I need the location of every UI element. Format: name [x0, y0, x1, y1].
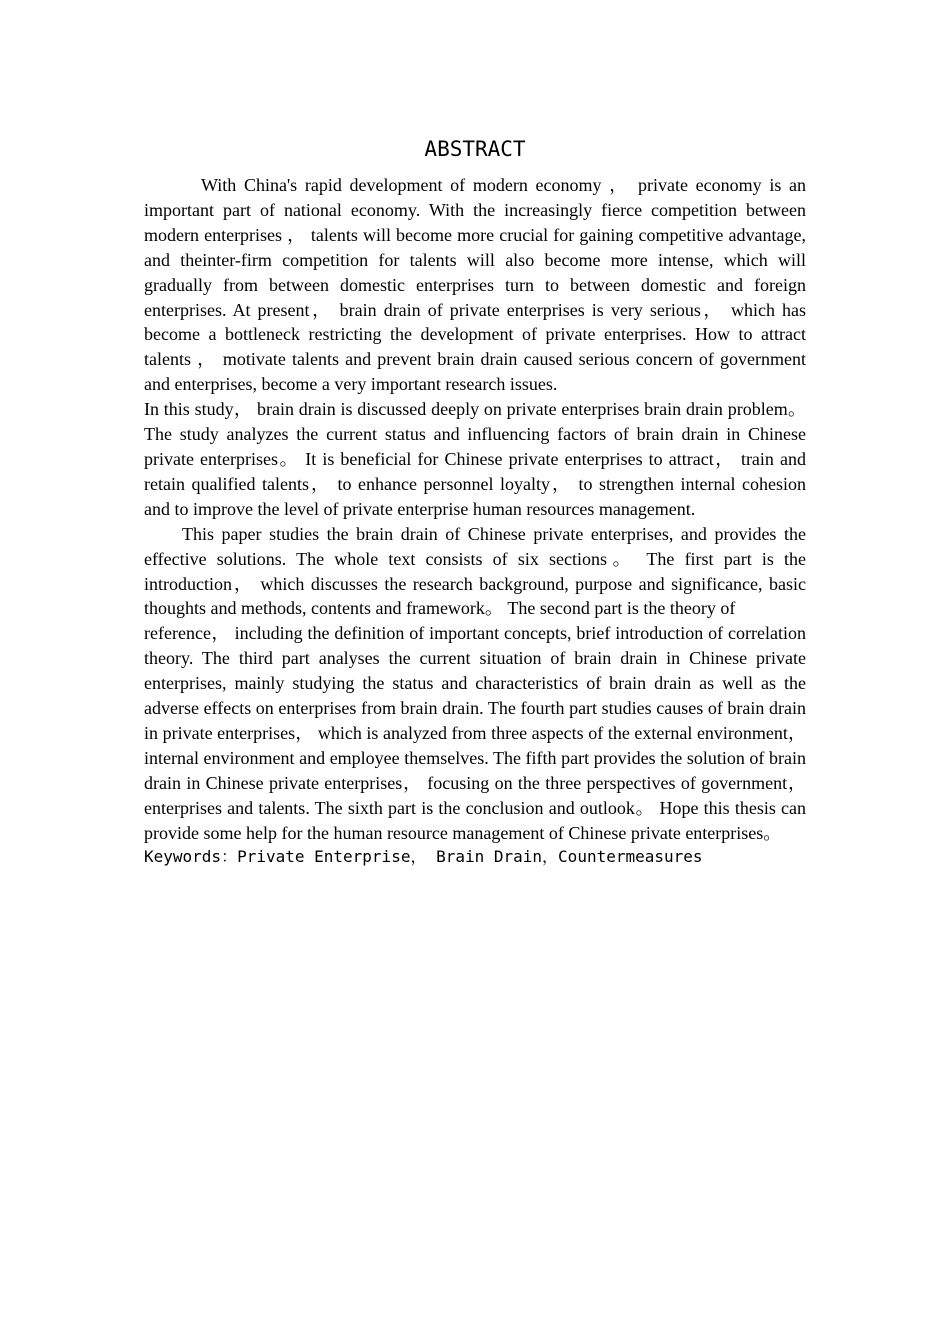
- abstract-keywords: Keywords：Private Enterprise， Brain Drain，Countermeasures: [144, 847, 703, 867]
- abstract-paragraph-4: reference， including the definition of important concepts, brief introduction of correlation theory. The third part analyses the current situation of brain drain in Chinese private enterprises, mainly studying the status and characteristics of brain drain as well as the adverse effects on enterprises from brain drain. The fourth part studies causes of brain drain in private enterprises， which is analyzed from three aspects of the external environment， internal environment and employee themselves. The fifth part provides the solution of brain drain in Chinese private enterprises， focusing on the three perspectives of government， enterprises and talents. The sixth part is the conclusion and outlook。 Hope this thesis can provide some help for the human resource management of Chinese private enterprises。: [144, 623, 806, 843]
- abstract-paragraph-3: This paper studies the brain drain of Chinese private enterprises, and provides the effective solutions. The whole text consists of six sections。 The first part is the introduction， which discusses the research background, purpose and significance, basic thoughts and methods, contents and framework。 The second part is the theory of: [144, 523, 806, 619]
- abstract-page: [144, 134, 806, 870]
- abstract-title: ABSTRACT: [424, 137, 526, 161]
- abstract-paragraph-1: With China's rapid development of modern economy ， private economy is an important part of national economy. With the increasingly fierce competition between modern enterprises ， talents will become more crucial for gaining competitive advantage, and theinter-firm competition for talents will also become more intense, which will gradually from between domestic enterprises turn to between domestic and foreign enterprises. At present， brain drain of private enterprises is very serious， which has become a bottleneck restricting the development of private enterprises. How to attract talents ， motivate talents and prevent brain drain caused serious concern of government and enterprises, become a very important research issues.: [144, 175, 806, 395]
- abstract-paragraph-2: In this study， brain drain is discussed deeply on private enterprises brain drain problem。The study analyzes the current status and influencing factors of brain drain in Chinese private enterprises。 It is beneficial for Chinese private enterprises to attract， train and retain qualified talents， to enhance personnel loyalty， to strengthen internal cohesion and to improve the level of private enterprise human resources management.: [144, 399, 806, 519]
